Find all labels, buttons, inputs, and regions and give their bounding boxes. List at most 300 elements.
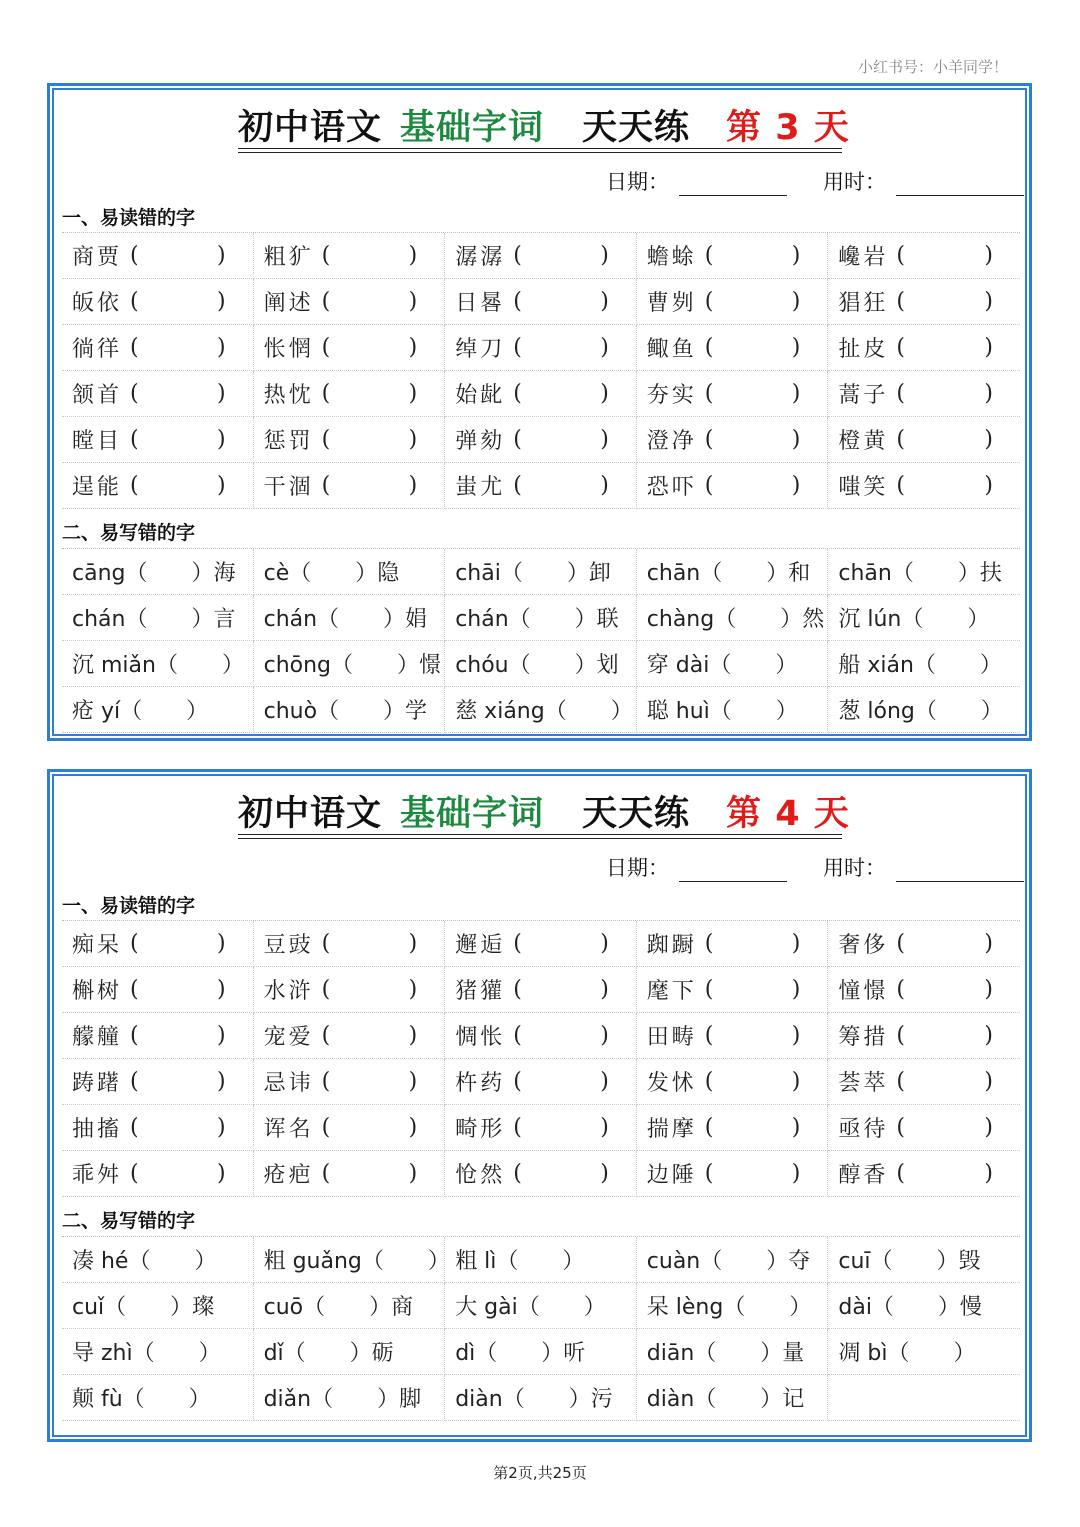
read-word-cell[interactable] <box>62 325 254 371</box>
read-word: 豆豉 <box>263 933 314 958</box>
read-word-cell[interactable] <box>637 417 829 463</box>
write-word-cell[interactable] <box>62 1329 254 1375</box>
left-paren: ( <box>130 1023 142 1048</box>
read-word: 怆然 <box>455 1163 506 1188</box>
left-paren: ( <box>130 1161 142 1186</box>
read-word-cell[interactable] <box>254 233 446 279</box>
right-paren: ) <box>984 1161 996 1186</box>
write-word: 慈 xiáng（ ） <box>455 699 633 724</box>
right-paren: ) <box>217 289 229 314</box>
write-word-cell[interactable] <box>254 1283 446 1329</box>
read-word-cell[interactable] <box>254 1013 446 1059</box>
read-word-cell[interactable] <box>828 1151 1020 1197</box>
left-paren: ( <box>896 427 908 452</box>
right-paren: ) <box>217 243 229 268</box>
write-word: dì（ ）听 <box>455 1341 586 1366</box>
read-word-cell[interactable] <box>637 463 829 509</box>
write-word-cell[interactable] <box>637 687 829 733</box>
read-word: 猪獾 <box>455 979 506 1004</box>
right-paren: ) <box>984 381 996 406</box>
write-word-grid <box>62 1236 1020 1421</box>
left-paren: ( <box>321 977 334 1002</box>
write-word-cell[interactable] <box>254 687 446 733</box>
write-word: 粗 guǎng（ ） <box>263 1249 450 1274</box>
right-paren: ) <box>984 931 996 956</box>
right-paren: ) <box>600 381 612 406</box>
read-word: 奢侈 <box>838 933 889 958</box>
read-word-cell[interactable] <box>828 463 1020 509</box>
read-word-cell[interactable] <box>828 921 1020 967</box>
write-word-cell[interactable] <box>445 1375 637 1421</box>
read-word-cell[interactable] <box>828 371 1020 417</box>
right-paren: ) <box>600 1069 612 1094</box>
read-word-cell[interactable] <box>445 921 637 967</box>
left-paren: ( <box>321 427 334 452</box>
left-paren: ( <box>321 1069 334 1094</box>
read-word: 颔首 <box>72 383 123 408</box>
read-word-cell[interactable] <box>62 371 254 417</box>
write-word-cell[interactable] <box>828 641 1020 687</box>
date-label: 日期： <box>606 856 669 880</box>
left-paren: ( <box>513 427 525 452</box>
write-word: chàng（ ）然 <box>646 607 825 632</box>
left-paren: ( <box>130 427 142 452</box>
write-word-cell[interactable] <box>828 549 1020 595</box>
write-word: 穿 dài（ ） <box>646 653 798 678</box>
write-word: dài（ ）慢 <box>838 1295 982 1320</box>
read-word-cell[interactable] <box>637 1151 829 1197</box>
read-word-cell[interactable] <box>637 1013 829 1059</box>
right-paren: ) <box>217 977 229 1002</box>
left-paren: ( <box>704 243 717 268</box>
read-word-cell[interactable] <box>637 233 829 279</box>
write-word-cell[interactable] <box>637 549 829 595</box>
read-word-cell[interactable] <box>254 325 446 371</box>
date-blank[interactable] <box>679 175 787 196</box>
read-word-cell[interactable] <box>62 463 254 509</box>
read-word: 痴呆 <box>72 933 123 958</box>
left-paren: ( <box>513 381 525 406</box>
read-word: 槲树 <box>72 979 123 1004</box>
read-word: 绰刀 <box>455 337 506 362</box>
page-footer: 第2页,共25页 <box>493 1464 587 1482</box>
read-word: 怅惘 <box>263 337 314 362</box>
left-paren: ( <box>513 1115 525 1140</box>
read-word: 疮疤 <box>263 1163 314 1188</box>
right-paren: ) <box>791 473 804 498</box>
read-word-cell[interactable] <box>445 1059 637 1105</box>
read-word: 蒿子 <box>838 383 889 408</box>
read-word-cell[interactable] <box>62 1105 254 1151</box>
left-paren: ( <box>513 1069 525 1094</box>
right-paren: ) <box>408 335 421 360</box>
right-paren: ) <box>217 1161 229 1186</box>
left-paren: ( <box>130 381 142 406</box>
read-word-cell[interactable] <box>62 967 254 1013</box>
write-word: chán（ ）言 <box>72 607 236 632</box>
left-paren: ( <box>513 1161 525 1186</box>
read-word-cell[interactable] <box>637 967 829 1013</box>
write-word: chōng（ ）憬 <box>263 653 442 678</box>
title-practice: 天天练 <box>582 794 691 834</box>
read-word: 畸形 <box>455 1117 506 1142</box>
read-word-grid <box>62 920 1020 1197</box>
title-subject: 初中语文 <box>238 794 383 834</box>
read-word-cell[interactable] <box>828 967 1020 1013</box>
read-word: 日晷 <box>455 291 506 316</box>
right-paren: ) <box>408 381 421 406</box>
read-word: 粗犷 <box>263 245 314 270</box>
left-paren: ( <box>321 1023 334 1048</box>
right-paren: ) <box>408 473 421 498</box>
write-word-cell[interactable] <box>445 549 637 595</box>
write-word: cuō（ ）商 <box>263 1295 414 1320</box>
right-paren: ) <box>791 381 804 406</box>
read-word-cell[interactable] <box>445 417 637 463</box>
write-word-cell[interactable] <box>445 687 637 733</box>
read-word-cell[interactable] <box>445 1151 637 1197</box>
write-word-cell[interactable] <box>62 687 254 733</box>
section-read-heading: 一、易读错的字 <box>62 207 196 229</box>
right-paren: ) <box>984 289 996 314</box>
read-word: 荟萃 <box>838 1071 889 1096</box>
write-word-grid <box>62 548 1020 733</box>
left-paren: ( <box>130 335 142 360</box>
write-word: chán（ ）联 <box>455 607 619 632</box>
right-paren: ) <box>600 473 612 498</box>
read-word-cell[interactable] <box>637 279 829 325</box>
right-paren: ) <box>791 1161 804 1186</box>
read-word: 麾下 <box>646 979 697 1004</box>
read-word: 醇香 <box>838 1163 889 1188</box>
left-paren: ( <box>704 1069 717 1094</box>
left-paren: ( <box>513 289 525 314</box>
right-paren: ) <box>984 243 996 268</box>
left-paren: ( <box>896 931 908 956</box>
read-word-cell[interactable] <box>445 233 637 279</box>
write-word: diǎn（ ）脚 <box>263 1387 422 1412</box>
left-paren: ( <box>896 243 908 268</box>
write-word-cell[interactable] <box>445 595 637 641</box>
read-word-cell[interactable] <box>62 1151 254 1197</box>
read-word: 踟蹰 <box>646 933 697 958</box>
read-word-cell[interactable] <box>62 921 254 967</box>
read-word: 诨名 <box>263 1117 314 1142</box>
read-word: 惆怅 <box>455 1025 506 1050</box>
write-word: 船 xián（ ） <box>838 653 1002 678</box>
read-word-cell[interactable] <box>62 1059 254 1105</box>
left-paren: ( <box>896 335 908 360</box>
read-word: 杵药 <box>455 1071 506 1096</box>
left-paren: ( <box>704 1161 717 1186</box>
write-word: chán（ ）娟 <box>263 607 428 632</box>
read-word: 边陲 <box>646 1163 697 1188</box>
right-paren: ) <box>600 243 612 268</box>
write-word: 葱 lóng（ ） <box>838 699 1003 724</box>
right-paren: ) <box>791 427 804 452</box>
read-word-grid <box>62 232 1020 509</box>
write-word-cell[interactable] <box>62 549 254 595</box>
write-word: 呆 lèng（ ） <box>646 1295 812 1320</box>
read-word: 夯实 <box>646 383 697 408</box>
write-word-cell[interactable] <box>637 1283 829 1329</box>
left-paren: ( <box>321 289 334 314</box>
read-word: 恐吓 <box>646 475 697 500</box>
read-word: 乖舛 <box>72 1163 123 1188</box>
write-word: cuàn（ ）夺 <box>646 1249 811 1274</box>
left-paren: ( <box>896 1069 908 1094</box>
read-word: 商贾 <box>72 245 123 270</box>
read-word-cell[interactable] <box>254 463 446 509</box>
left-paren: ( <box>704 381 717 406</box>
right-paren: ) <box>217 1115 229 1140</box>
read-word-cell[interactable] <box>445 371 637 417</box>
read-word-cell[interactable] <box>445 279 637 325</box>
read-word-cell[interactable] <box>637 371 829 417</box>
section-write-heading: 二、易写错的字 <box>62 1210 196 1232</box>
read-word: 田畴 <box>646 1025 697 1050</box>
right-paren: ) <box>791 977 804 1002</box>
read-word-cell[interactable] <box>62 1013 254 1059</box>
read-word-cell[interactable] <box>828 1059 1020 1105</box>
read-word: 揣摩 <box>646 1117 697 1142</box>
right-paren: ) <box>217 335 229 360</box>
read-word-cell[interactable] <box>254 967 446 1013</box>
read-word: 惩罚 <box>263 429 314 454</box>
write-word-cell[interactable] <box>637 1237 829 1283</box>
read-word: 踌躇 <box>72 1071 123 1096</box>
left-paren: ( <box>321 335 334 360</box>
write-word-cell[interactable] <box>445 1237 637 1283</box>
read-word-cell[interactable] <box>62 417 254 463</box>
left-paren: ( <box>896 977 908 1002</box>
read-word: 橙黄 <box>838 429 889 454</box>
right-paren: ) <box>600 977 612 1002</box>
read-word-cell[interactable] <box>828 233 1020 279</box>
write-word: cuǐ（ ）璨 <box>72 1295 215 1320</box>
read-word: 始龀 <box>455 383 506 408</box>
write-word-cell[interactable] <box>62 1375 254 1421</box>
left-paren: ( <box>130 931 142 956</box>
read-word-cell[interactable] <box>254 417 446 463</box>
write-word: diān（ ）量 <box>646 1341 805 1366</box>
right-paren: ) <box>984 977 996 1002</box>
worksheet-title <box>238 100 850 150</box>
right-paren: ) <box>408 243 421 268</box>
worksheet-title <box>238 786 850 836</box>
write-word: 沉 miǎn（ ） <box>72 653 244 678</box>
read-word-cell[interactable] <box>254 371 446 417</box>
write-word-cell[interactable] <box>828 1329 1020 1375</box>
left-paren: ( <box>130 473 142 498</box>
right-paren: ) <box>791 1069 804 1094</box>
left-paren: ( <box>704 977 717 1002</box>
read-word-cell[interactable] <box>254 921 446 967</box>
read-word-cell[interactable] <box>254 1151 446 1197</box>
write-word: cè（ ）隐 <box>263 561 400 586</box>
read-word-cell[interactable] <box>445 1013 637 1059</box>
write-word-cell[interactable] <box>637 641 829 687</box>
read-word-cell[interactable] <box>62 233 254 279</box>
read-word: 扯皮 <box>838 337 889 362</box>
right-paren: ) <box>408 1115 421 1140</box>
date-label: 日期： <box>606 170 669 194</box>
right-paren: ) <box>984 1115 996 1140</box>
right-paren: ) <box>408 1161 421 1186</box>
left-paren: ( <box>130 1115 142 1140</box>
title-topic: 基础字词 <box>400 108 545 148</box>
read-word: 阐述 <box>263 291 314 316</box>
write-word-cell[interactable] <box>254 641 446 687</box>
read-word-cell[interactable] <box>828 279 1020 325</box>
date-field[interactable] <box>606 852 787 882</box>
read-word: 筹措 <box>838 1025 889 1050</box>
read-word-cell[interactable] <box>828 417 1020 463</box>
write-word-cell[interactable] <box>828 1283 1020 1329</box>
right-paren: ) <box>217 1069 229 1094</box>
read-word-cell[interactable] <box>828 1013 1020 1059</box>
read-word: 热忱 <box>263 383 314 408</box>
write-word-cell[interactable] <box>62 595 254 641</box>
left-paren: ( <box>896 381 908 406</box>
write-word: 颠 fù（ ） <box>72 1387 211 1412</box>
read-word: 发怵 <box>646 1071 697 1096</box>
title-day: 第 3 天 <box>726 108 850 148</box>
write-word-cell[interactable] <box>445 1329 637 1375</box>
read-word: 逞能 <box>72 475 123 500</box>
right-paren: ) <box>217 427 229 452</box>
write-word: 导 zhì（ ） <box>72 1341 221 1366</box>
write-word-cell[interactable] <box>828 1237 1020 1283</box>
read-word-cell[interactable] <box>637 1105 829 1151</box>
read-word-cell[interactable] <box>254 1059 446 1105</box>
left-paren: ( <box>321 473 334 498</box>
write-word: 凑 hé（ ） <box>72 1249 217 1274</box>
right-paren: ) <box>791 243 804 268</box>
left-paren: ( <box>704 473 717 498</box>
time-blank[interactable] <box>896 861 1024 882</box>
right-paren: ) <box>600 289 612 314</box>
write-word: diàn（ ）记 <box>646 1387 805 1412</box>
read-word: 弹劾 <box>455 429 506 454</box>
left-paren: ( <box>130 977 142 1002</box>
write-word-cell[interactable] <box>828 687 1020 733</box>
left-paren: ( <box>896 1161 908 1186</box>
left-paren: ( <box>130 243 142 268</box>
right-paren: ) <box>791 289 804 314</box>
time-field[interactable] <box>823 852 1024 882</box>
write-word: 沉 lún（ ） <box>838 607 990 632</box>
write-word-cell[interactable] <box>637 595 829 641</box>
write-word: 疮 yí（ ） <box>72 699 209 724</box>
read-word: 蟾蜍 <box>646 245 697 270</box>
left-paren: ( <box>130 1069 142 1094</box>
write-word-cell[interactable] <box>254 595 446 641</box>
watermark: 小红书号：小羊同学！ <box>858 58 1009 76</box>
write-word-cell[interactable] <box>637 1329 829 1375</box>
write-word-cell[interactable] <box>254 1375 446 1421</box>
read-word-cell[interactable] <box>62 279 254 325</box>
read-word: 忌讳 <box>263 1071 314 1096</box>
time-label: 用时： <box>823 856 886 880</box>
left-paren: ( <box>513 931 525 956</box>
write-word-cell[interactable] <box>62 1283 254 1329</box>
right-paren: ) <box>600 335 612 360</box>
read-word-cell[interactable] <box>445 967 637 1013</box>
empty-cell <box>828 1375 1020 1421</box>
left-paren: ( <box>513 243 525 268</box>
read-word-cell[interactable] <box>637 325 829 371</box>
right-paren: ) <box>791 1115 804 1140</box>
left-paren: ( <box>321 1115 334 1140</box>
right-paren: ) <box>217 1023 229 1048</box>
read-word-cell[interactable] <box>637 921 829 967</box>
right-paren: ) <box>984 473 996 498</box>
read-word: 鲰鱼 <box>646 337 697 362</box>
right-paren: ) <box>408 1069 421 1094</box>
read-word: 蚩尤 <box>455 475 506 500</box>
right-paren: ) <box>600 1161 612 1186</box>
right-paren: ) <box>408 931 421 956</box>
right-paren: ) <box>600 427 612 452</box>
write-word-cell[interactable] <box>62 1237 254 1283</box>
read-word-cell[interactable] <box>828 1105 1020 1151</box>
write-word-cell[interactable] <box>445 1283 637 1329</box>
right-paren: ) <box>600 1023 612 1048</box>
date-blank[interactable] <box>679 861 787 882</box>
read-word-cell[interactable] <box>254 1105 446 1151</box>
title-day: 第 4 天 <box>726 794 850 834</box>
left-paren: ( <box>513 335 525 360</box>
read-word-cell[interactable] <box>254 279 446 325</box>
left-paren: ( <box>513 1023 525 1048</box>
left-paren: ( <box>321 243 334 268</box>
right-paren: ) <box>408 289 421 314</box>
write-word: chuò（ ）学 <box>263 699 428 724</box>
title-underline <box>238 834 842 839</box>
right-paren: ) <box>791 1023 804 1048</box>
write-word-cell[interactable] <box>254 1237 450 1283</box>
right-paren: ) <box>408 977 421 1002</box>
date-field[interactable] <box>606 166 787 196</box>
write-word-cell[interactable] <box>254 1329 446 1375</box>
left-paren: ( <box>704 335 717 360</box>
read-word-cell[interactable] <box>637 1059 829 1105</box>
right-paren: ) <box>408 427 421 452</box>
left-paren: ( <box>513 473 525 498</box>
read-word: 嗤笑 <box>838 475 889 500</box>
read-word: 皈依 <box>72 291 123 316</box>
read-word-cell[interactable] <box>828 325 1020 371</box>
write-word-cell[interactable] <box>828 595 1020 641</box>
left-paren: ( <box>704 931 717 956</box>
write-word-cell[interactable] <box>254 549 446 595</box>
write-word: chān（ ）和 <box>646 561 811 586</box>
read-word: 猖狂 <box>838 291 889 316</box>
read-word-cell[interactable] <box>445 1105 637 1151</box>
read-word-cell[interactable] <box>445 463 637 509</box>
write-word-cell[interactable] <box>62 641 254 687</box>
time-blank[interactable] <box>896 175 1024 196</box>
write-word: cuī（ ）毁 <box>838 1249 981 1274</box>
right-paren: ) <box>984 427 996 452</box>
write-word-cell[interactable] <box>445 641 637 687</box>
write-word-cell[interactable] <box>637 1375 829 1421</box>
time-field[interactable] <box>823 166 1024 196</box>
read-word: 憧憬 <box>838 979 889 1004</box>
write-word: 聪 huì（ ） <box>646 699 798 724</box>
read-word-cell[interactable] <box>445 325 637 371</box>
